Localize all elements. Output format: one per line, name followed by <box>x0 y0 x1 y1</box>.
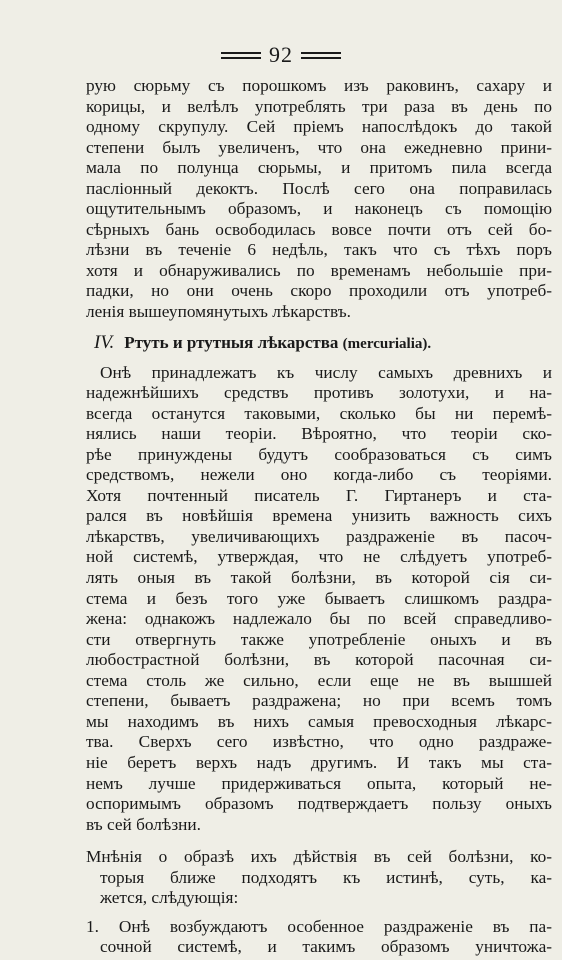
paragraph-4 <box>86 917 552 958</box>
text-line: ніе беретъ верхъ надъ другимъ. И такъ мы ста- <box>86 752 552 772</box>
text-line: сочной системѣ, и такимъ образомъ уничтожа- <box>100 937 552 957</box>
text-line: ленія вышеупомянутыхъ лѣкарствъ. <box>86 302 351 322</box>
text-line: оспоримымъ образомъ подтверждаетъ пользу оныхъ <box>86 794 552 814</box>
text-line: степени былъ увеличенъ, что она ежедневно прини- <box>86 137 552 157</box>
text-line: лѣкарствъ, увеличивающихъ раздраженіе въ пасоч- <box>86 526 552 546</box>
text-line: Хотя почтенный писатель Г. Гиртанеръ и ста- <box>86 485 552 505</box>
text-line: немъ лучше придерживаться опыта, который не- <box>86 773 552 793</box>
text-line: стема столь же сильно, если еще не въ вышшей <box>86 670 552 690</box>
text-line: рую сюрьму съ порошкомъ изъ раковинъ, сахару и <box>86 76 552 95</box>
text-line: нялись наши теоріи. Вѣроятно, что теоріи ско- <box>86 424 552 444</box>
section-latin-title: (mercurialia). <box>342 335 432 352</box>
section-number: IV. <box>94 331 115 353</box>
text-line: жена: однакожъ надлежало бы по всей справедливо- <box>86 609 552 629</box>
text-line: торыя ближе подходятъ къ истинѣ, суть, ка- <box>100 867 552 887</box>
text-line: корицы, и велѣлъ употреблять три раза въ день по <box>86 96 552 116</box>
text-line: рался въ новѣйшія времена унизить важность сихъ <box>86 506 552 526</box>
paragraph-1 <box>86 76 552 323</box>
header-rule-left <box>221 52 261 59</box>
text-line: въ сей болѣзни. <box>86 814 201 834</box>
text-line: лять оныя въ такой болѣзни, въ которой сія си- <box>86 568 552 588</box>
paragraph-3 <box>86 847 552 909</box>
text-line: жется, слѣдующія: <box>100 888 239 908</box>
text-line: мы находимъ въ нихъ самыя превосходныя лѣкарс- <box>86 711 552 731</box>
header-rule-right <box>301 52 341 59</box>
text-line: 1. Онѣ возбуждаютъ особенное раздраженіе въ па- <box>86 916 552 936</box>
text-line: падки, но они очень скоро проходили отъ употреб- <box>86 281 552 301</box>
text-line: лѣзни въ теченіе 6 недѣль, такъ что съ тѣхъ поръ <box>86 240 552 260</box>
text-line: сѣрныхъ бань освободилась вовсе почти отъ сей бо- <box>86 219 552 239</box>
page-header <box>0 38 562 72</box>
text-line: сти отвергнуть также употребленіе оныхъ и въ <box>86 629 552 649</box>
text-line: одному скрупулу. Сей пріемъ напослѣдокъ до такой <box>86 117 552 137</box>
text-line: надежнѣйшихъ средствъ противъ золотухи, и на- <box>86 383 552 403</box>
text-line: пасліонный декоктъ. Послѣ сего она поправилась <box>86 178 552 198</box>
text-line: ощутительнымъ образомъ, и наконецъ съ помощію <box>86 199 552 219</box>
text-line: средствомъ, нежели оно когда-либо съ теоріями. <box>86 465 552 485</box>
text-line: Мнѣнія о образѣ ихъ дѣйствія въ сей болѣзни, ко- <box>86 847 552 867</box>
text-line: степени, бываетъ раздражена; но при всемъ томъ <box>86 691 552 711</box>
page-body <box>86 76 552 958</box>
text-line: хотя и обнаруживались по временамъ небольшіе при- <box>86 260 552 280</box>
text-line: любострастной болѣзни, въ которой пасочная си- <box>86 650 552 670</box>
text-line: стема и безъ того уже бываетъ слишкомъ раздра- <box>86 588 552 608</box>
text-line: тва. Сверхъ сего извѣстно, что одно раздраже- <box>86 732 552 752</box>
section-heading <box>86 331 552 355</box>
paragraph-2 <box>86 363 552 836</box>
text-line: рѣе принуждены будутъ сообразоваться съ симъ <box>86 444 552 464</box>
section-title: Ртуть и ртутныя лѣкарства <box>124 332 339 352</box>
text-line: мала по полунца сюрьмы, и притомъ пила всегда <box>86 158 552 178</box>
text-line: ной системѣ, утверждая, что не слѣдуетъ употреб- <box>86 547 552 567</box>
text-line: Онѣ принадлежатъ къ числу самыхъ древнихъ и <box>100 362 552 382</box>
page-number: 92 <box>269 42 293 67</box>
text-line: всегда останутся таковыми, сколько бы ни перемѣ- <box>86 403 552 423</box>
